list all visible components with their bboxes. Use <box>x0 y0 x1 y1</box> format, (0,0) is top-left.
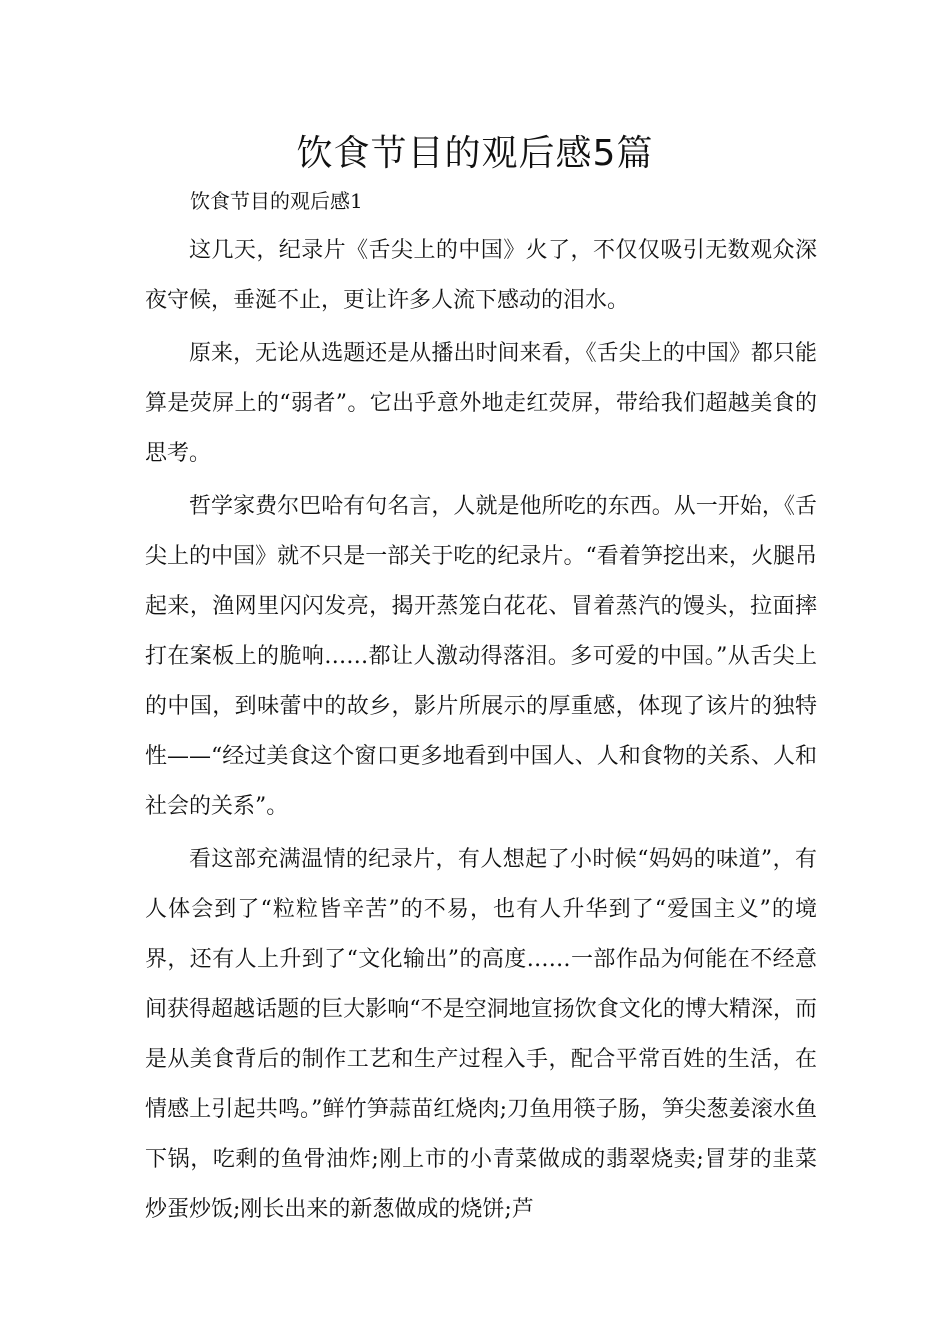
paragraph-4: 看这部充满温情的纪录片，有人想起了小时候“妈妈的味道”，有人体会到了“粒粒皆辛苦”的不易，也有人升华到了“爱国主义”的境界，还有人上升到了“文化输出”的高度……一部作品为何能在不经意间获得超越话题的巨大影响“不是空洞地宣扬饮食文化的博大精深，而是从美食背后的制作工艺和生产过程入手，配合平常百姓的生活，在情感上引起共鸣。”鲜竹笋蒜苗红烧肉;刀鱼用筷子肠，笋尖葱姜滚水鱼下锅，吃剩的鱼骨油炸;刚上市的小青菜做成的翡翠烧卖;冒芽的韭菜炒蛋炒饭;刚长出来的新葱做成的烧饼;芦 <box>145 847 817 1222</box>
paragraph-2: 原来，无论从选题还是从播出时间来看，《舌尖上的中国》都只能算是荧屏上的“弱者”。它出乎意外地走红荧屏，带给我们超越美食的思考。 <box>145 341 817 466</box>
document-body <box>145 226 817 1235</box>
paragraph-1: 这几天，纪录片《舌尖上的中国》火了，不仅仅吸引无数观众深夜守候，垂涎不止，更让许多人流下感动的泪水。 <box>145 238 817 313</box>
document-title: 饮食节目的观后感5篇 <box>296 133 654 174</box>
section-heading: 饮食节目的观后感1 <box>190 189 363 213</box>
paragraph-3: 哲学家费尔巴哈有句名言，人就是他所吃的东西。从一开始，《舌尖上的中国》就不只是一部关于吃的纪录片。“看着笋挖出来，火腿吊起来，渔网里闪闪发亮，揭开蒸笼白花花、冒着蒸汽的馒头，拉面摔打在案板上的脆响……都让人激动得落泪。多可爱的中国。”从舌尖上的中国，到味蕾中的故乡，影片所展示的厚重感，体现了该片的独特性——“经过美食这个窗口更多地看到中国人、人和食物的关系、人和社会的关系”。 <box>145 494 817 819</box>
